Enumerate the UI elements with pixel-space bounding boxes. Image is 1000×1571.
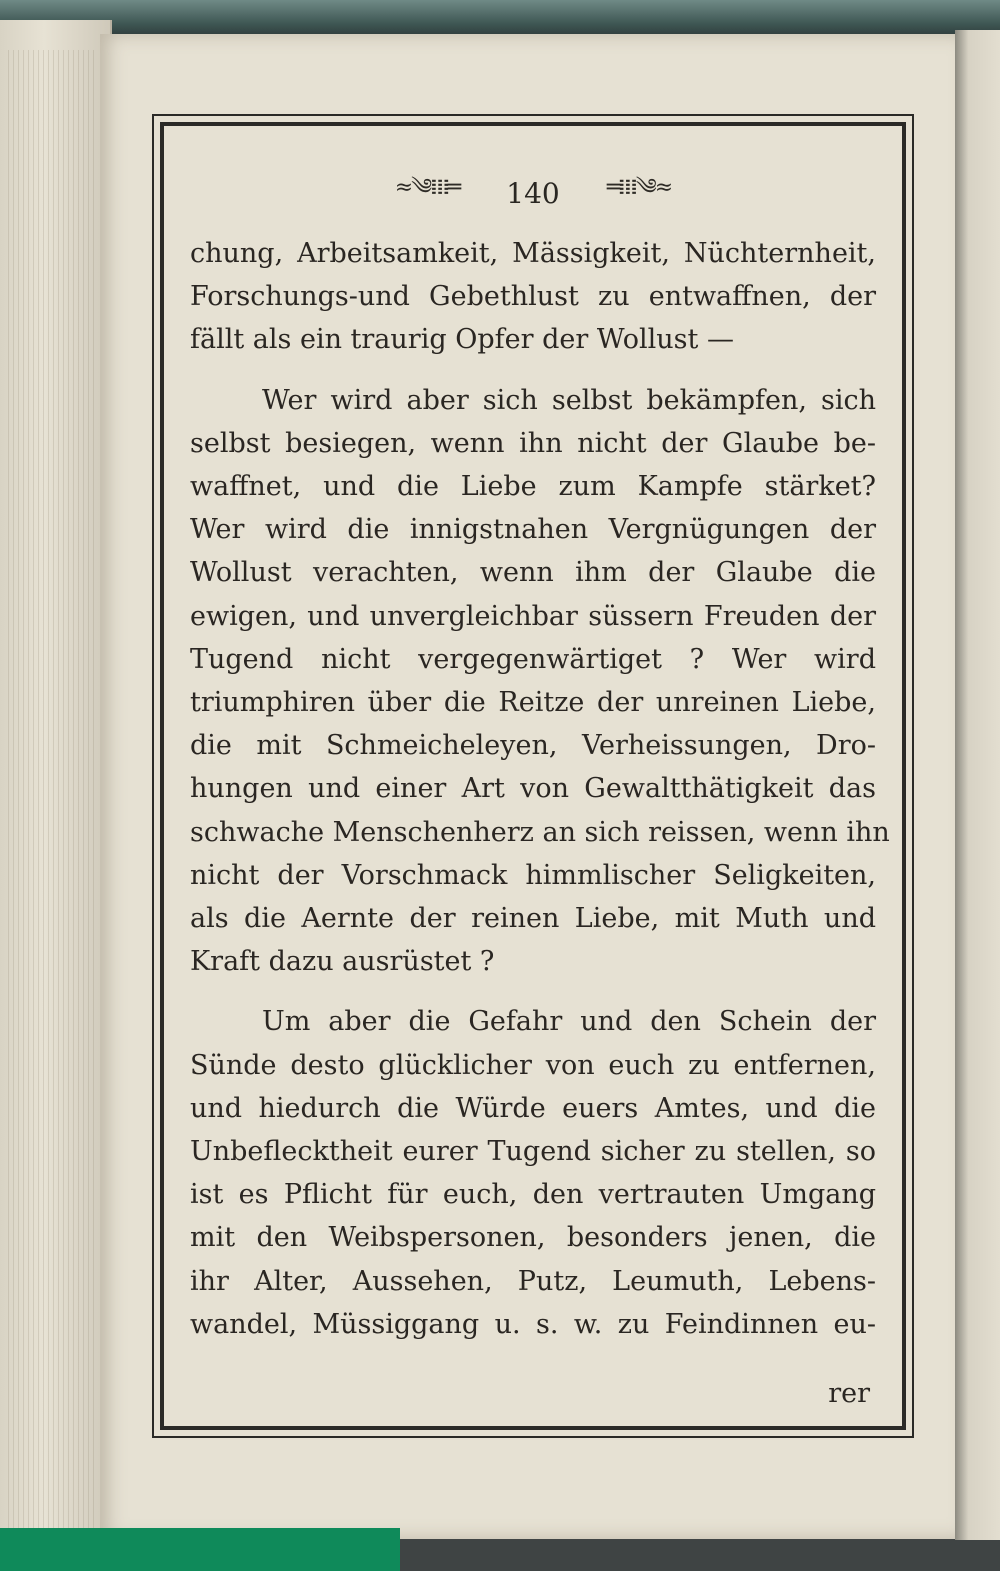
text-line: Unbeflecktheit eurer Tugend sicher zu stellen, so: [190, 1136, 876, 1168]
text-line: nicht der Vorschmack himmlischer Seligkeiten,: [190, 859, 876, 891]
text-line: Um aber die Gefahr und den Schein der: [262, 1006, 876, 1038]
page-number: 140: [506, 176, 560, 210]
text-line: und hiedurch die Würde euers Amtes, und die: [190, 1092, 876, 1124]
text-line: als die Aernte der reinen Liebe, mit Muth und: [190, 903, 876, 935]
text-line: Sünde desto glücklicher von euch zu entfernen,: [190, 1049, 876, 1081]
text-line: schwache Menschenherz an sich reissen, wenn ihn: [190, 816, 890, 848]
page-header: [160, 162, 906, 210]
text-line: triumphiren über die Reitze der unreinen Liebe,: [190, 687, 876, 719]
ornament-right-icon: ═𝍖༄≈: [606, 175, 672, 200]
text-line: ihr Alter, Aussehen, Putz, Leumuth, Lebens-: [190, 1265, 876, 1297]
text-line: Forschungs-und Gebethlust zu entwaffnen, der: [190, 281, 876, 313]
page-stack-left: [0, 20, 112, 1540]
text-line: hungen und einer Art von Gewaltthätigkeit das: [190, 773, 876, 805]
text-line: wandel, Müssiggang u. s. w. zu Feindinnen eu-: [190, 1308, 876, 1340]
text-line: waffnet, und die Liebe zum Kampfe stärket?: [190, 471, 876, 503]
page-edges: [8, 50, 98, 1550]
text-line: Wer wird die innigstnahen Vergnügungen der: [190, 514, 876, 546]
text-line: ewigen, und unvergleichbar süssern Freuden der: [190, 600, 876, 632]
text-line: Tugend nicht vergegenwärtiget ? Wer wird: [190, 643, 876, 675]
text-line: selbst besiegen, wenn ihn nicht der Glaube be-: [190, 427, 876, 459]
page-stack-right: [955, 30, 1000, 1540]
ornament-left-icon: ≈༄𝍖═: [394, 175, 460, 200]
paragraph-gap: [190, 362, 876, 379]
green-cloth: [0, 1528, 400, 1571]
text-line: fällt als ein traurig Opfer der Wollust —: [190, 324, 734, 356]
text-line: ist es Pflicht für euch, den vertrauten Umgang: [190, 1179, 876, 1211]
paragraph-gap: [190, 983, 876, 1000]
text-line: chung, Arbeitsamkeit, Mässigkeit, Nüchternheit,: [190, 238, 876, 269]
text-line: Kraft dazu ausrüstet ?: [190, 946, 495, 978]
text-line: Wer wird aber sich selbst bekämpfen, sich: [262, 384, 876, 416]
page-text-body: [190, 232, 890, 1346]
text-line: mit den Weibspersonen, besonders jenen, die: [190, 1222, 876, 1254]
catchword: rer: [828, 1378, 870, 1409]
text-line: Wollust verachten, wenn ihm der Glaube die: [190, 557, 876, 589]
text-line: die mit Schmeicheleyen, Verheissungen, Dro-: [190, 730, 876, 762]
